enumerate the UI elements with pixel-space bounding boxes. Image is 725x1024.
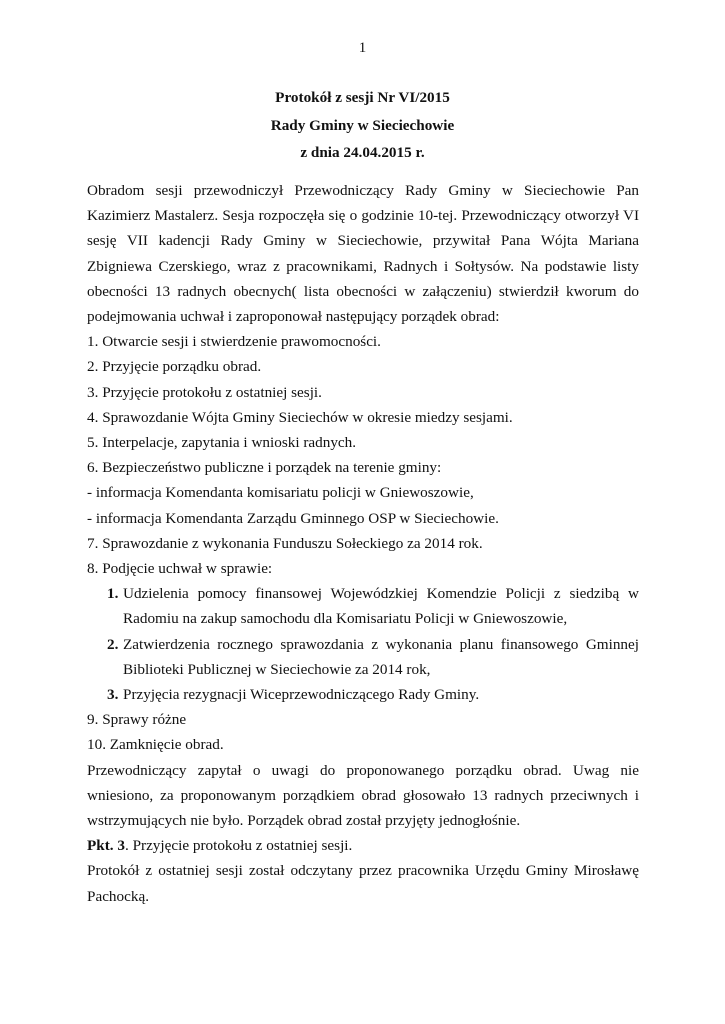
- agenda-item: 8. Podjęcie uchwał w sprawie:: [87, 560, 273, 578]
- point-3-label: Pkt. 3: [87, 837, 125, 855]
- agenda-item: 6. Bezpieczeństwo publiczne i porządek na terenie gminy:: [87, 459, 442, 477]
- title-line-2: Rady Gminy w Sieciechowie: [270, 116, 455, 134]
- title-line-1: Protokół z sesji Nr VI/2015: [275, 89, 450, 106]
- title-line-3: z dnia 24.04.2015 r.: [300, 144, 425, 161]
- motion-text: Zatwierdzenia rocznego sprawozdania z wykonania planu finansowego Gminnej Biblioteki Publicznej w Sieciechowie za 2014 rok,: [123, 635, 639, 678]
- agenda-subitem: - informacja Komendanta Zarządu Gminnego OSP w Sieciechowie.: [87, 509, 499, 527]
- motions-list: [87, 581, 639, 707]
- page-number: 1: [358, 40, 367, 56]
- motion-item: [87, 581, 639, 631]
- motion-number: 1.: [107, 585, 119, 603]
- vote-paragraph: Przewodniczący zapytał o uwagi do proponowanego porządku obrad. Uwag nie wniesiono, za proponowanym porządkiem obrad głosowało 13 radnych przeciwnych i wstrzymujących nie było. Porządek obrad został przyjęty jednogłośnie.: [87, 761, 639, 830]
- document-body: [87, 178, 639, 909]
- point-3-text: . Przyjęcie protokołu z ostatniej sesji.: [124, 837, 353, 855]
- agenda-item: 2. Przyjęcie porządku obrad.: [87, 358, 262, 376]
- agenda-item: 7. Sprawozdanie z wykonania Funduszu Sołeckiego za 2014 rok.: [87, 534, 483, 552]
- agenda-subitem: - informacja Komendanta komisariatu policji w Gniewoszowie,: [87, 484, 474, 502]
- motion-text: Udzielenia pomocy finansowej Wojewódzkiej Komendzie Policji z siedzibą w Radomiu na zakup samochodu dla Komisariatu Policji w Gniewoszowie,: [123, 585, 639, 628]
- motion-text: Przyjęcia rezygnacji Wiceprzewodniczącego Rady Gminy.: [123, 686, 480, 704]
- document-title: [0, 84, 725, 167]
- motion-item: [87, 682, 639, 707]
- agenda-item: 1. Otwarcie sesji i stwierdzenie prawomocności.: [87, 333, 381, 351]
- agenda-item: 9. Sprawy różne: [87, 711, 187, 729]
- agenda-item: 4. Sprawozdanie Wójta Gminy Sieciechów w okresie miedzy sesjami.: [87, 408, 513, 426]
- intro-paragraph: Obradom sesji przewodniczył Przewodniczący Rady Gminy w Sieciechowie Pan Kazimierz Mastalerz. Sesja rozpoczęła się o godzinie 10-tej. Przewodniczący otworzył VI sesję VII kadencji Rady Gminy w Sieciechowie, przywitał Pana Wójta Mariana Zbigniewa Czerskiego, wraz z pracownikami, Radnych i Sołtysów. Na podstawie listy obecności 13 radnych obecnych( lista obecności w załączeniu) stwierdził kworum do podejmowania uchwał i zaproponował następujący porządek obrad:: [87, 182, 639, 326]
- agenda-item: 3. Przyjęcie protokołu z ostatniej sesji.: [87, 383, 322, 401]
- motion-number: 3.: [107, 686, 119, 704]
- agenda-item: 10. Zamknięcie obrad.: [87, 736, 224, 754]
- motion-number: 2.: [107, 635, 119, 653]
- agenda-item: 5. Interpelacje, zapytania i wnioski radnych.: [87, 434, 357, 452]
- closing-paragraph: Protokół z ostatniej sesji został odczytany przez pracownika Urzędu Gminy Mirosławę Pachocką.: [87, 862, 639, 905]
- point-3-heading: [87, 833, 639, 858]
- motion-item: [87, 632, 639, 682]
